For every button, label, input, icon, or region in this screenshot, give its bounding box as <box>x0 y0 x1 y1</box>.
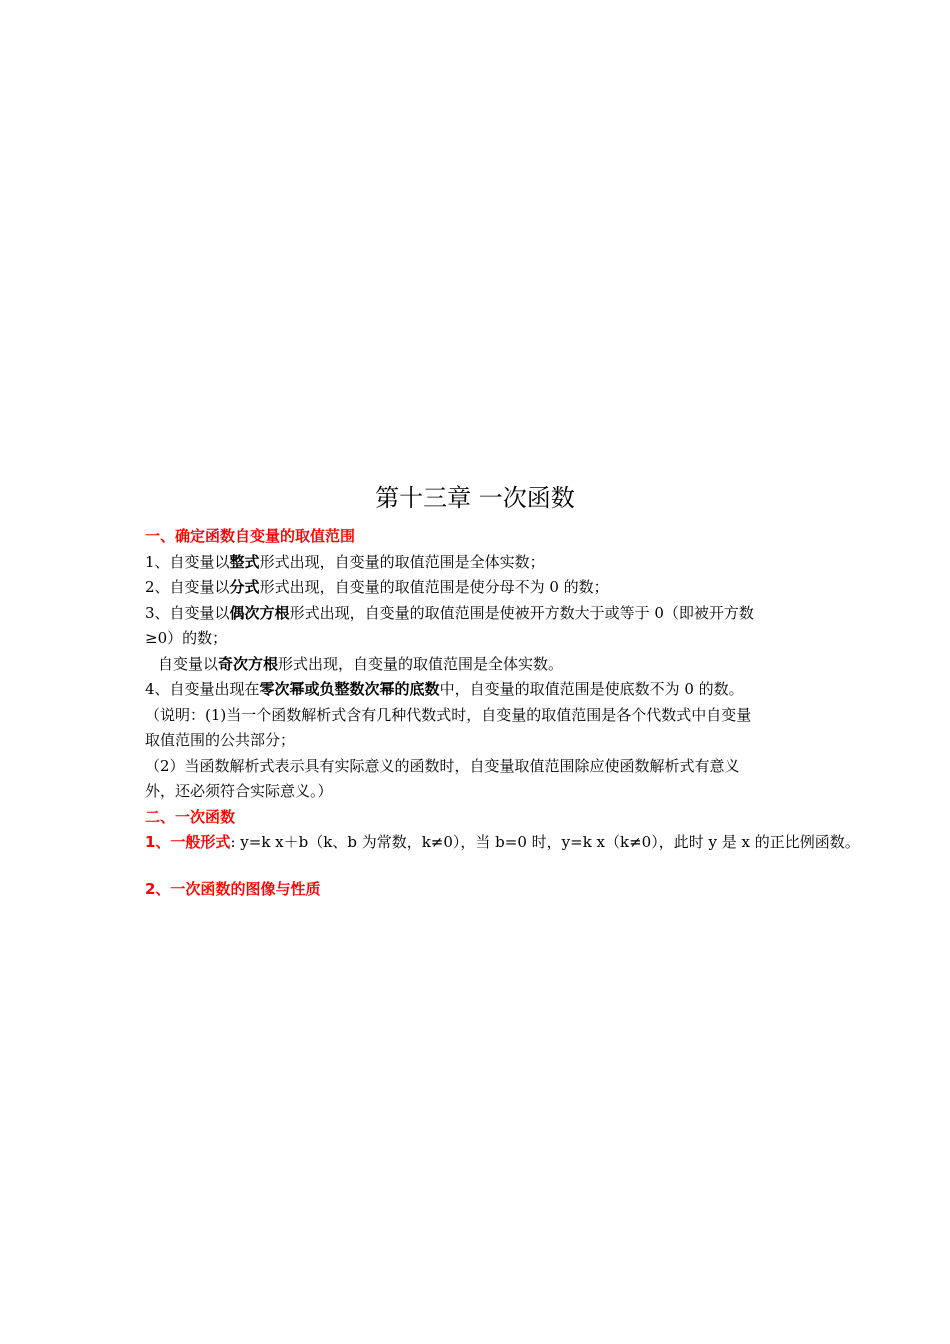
blank-line <box>145 856 817 877</box>
document-body <box>145 524 860 902</box>
graph-properties-heading: 2、一次函数的图像与性质 <box>145 879 321 898</box>
rule-item-1-post: 形式出现，自变量的取值范围是全体实数； <box>259 552 545 571</box>
rule-item-2-keyword: 分式 <box>229 578 260 596</box>
rule-item-3-continuation: ≥0）的数； <box>145 629 228 647</box>
rule-item-2-pre: 2、自变量以 <box>145 578 230 596</box>
rule-item-4-keyword: 零次幂或负整数次幂的底数 <box>259 680 440 698</box>
rule-item-3-post: 形式出现，自变量的取值范围是使被开方数大于或等于 0（即被开方数 <box>289 603 754 622</box>
rule-item-3b-post: 形式出现，自变量的取值范围是全体实数。 <box>278 654 564 673</box>
rule-item-3b <box>145 652 817 678</box>
general-form-line <box>145 830 860 856</box>
rule-item-3-pre: 3、自变量以 <box>145 603 230 622</box>
section-heading-domain: 一、确定函数自变量的取值范围 <box>145 527 356 545</box>
rule-item-4-pre: 4、自变量出现在 <box>145 680 260 698</box>
general-form-label: 1、一般形式 <box>145 833 231 851</box>
section-heading-linear-function: 二、一次函数 <box>145 807 236 826</box>
rule-item-3 <box>145 601 817 627</box>
rule-item-4 <box>145 677 817 703</box>
note-2-line-1: （2）当函数解析式表示具有实际意义的函数时，自变量取值范围除应使函数解析式有意义 <box>145 756 740 775</box>
note-1-line-1: （说明：(1)当一个函数解析式含有几种代数式时，自变量的取值范围是各个代数式中自变量 <box>145 705 752 724</box>
note-1-line-2: 取值范围的公共部分； <box>145 731 296 749</box>
rule-item-1 <box>145 550 817 576</box>
rule-item-2 <box>145 575 817 601</box>
note-2-line-2: 外，还必须符合实际意义。） <box>145 782 333 800</box>
rule-item-1-keyword: 整式 <box>229 552 260 571</box>
rule-item-2-post: 形式出现，自变量的取值范围是使分母不为 0 的数； <box>259 578 609 596</box>
rule-item-3b-pre: 自变量以 <box>158 654 219 673</box>
rule-item-3b-keyword: 奇次方根 <box>218 654 279 673</box>
rule-item-4-post: 中，自变量的取值范围是使底数不为 0 的数。 <box>439 680 744 698</box>
rule-item-1-pre: 1、自变量以 <box>145 552 230 571</box>
rule-item-3-keyword: 偶次方根 <box>229 603 290 622</box>
general-form-text: : y=k x＋b（k、b 为常数，k≠0），当 b=0 时，y=k x（k≠0），此时 y 是 x 的正比例函数。 <box>230 833 860 851</box>
chapter-title: 第十三章 一次函数 <box>375 484 575 512</box>
